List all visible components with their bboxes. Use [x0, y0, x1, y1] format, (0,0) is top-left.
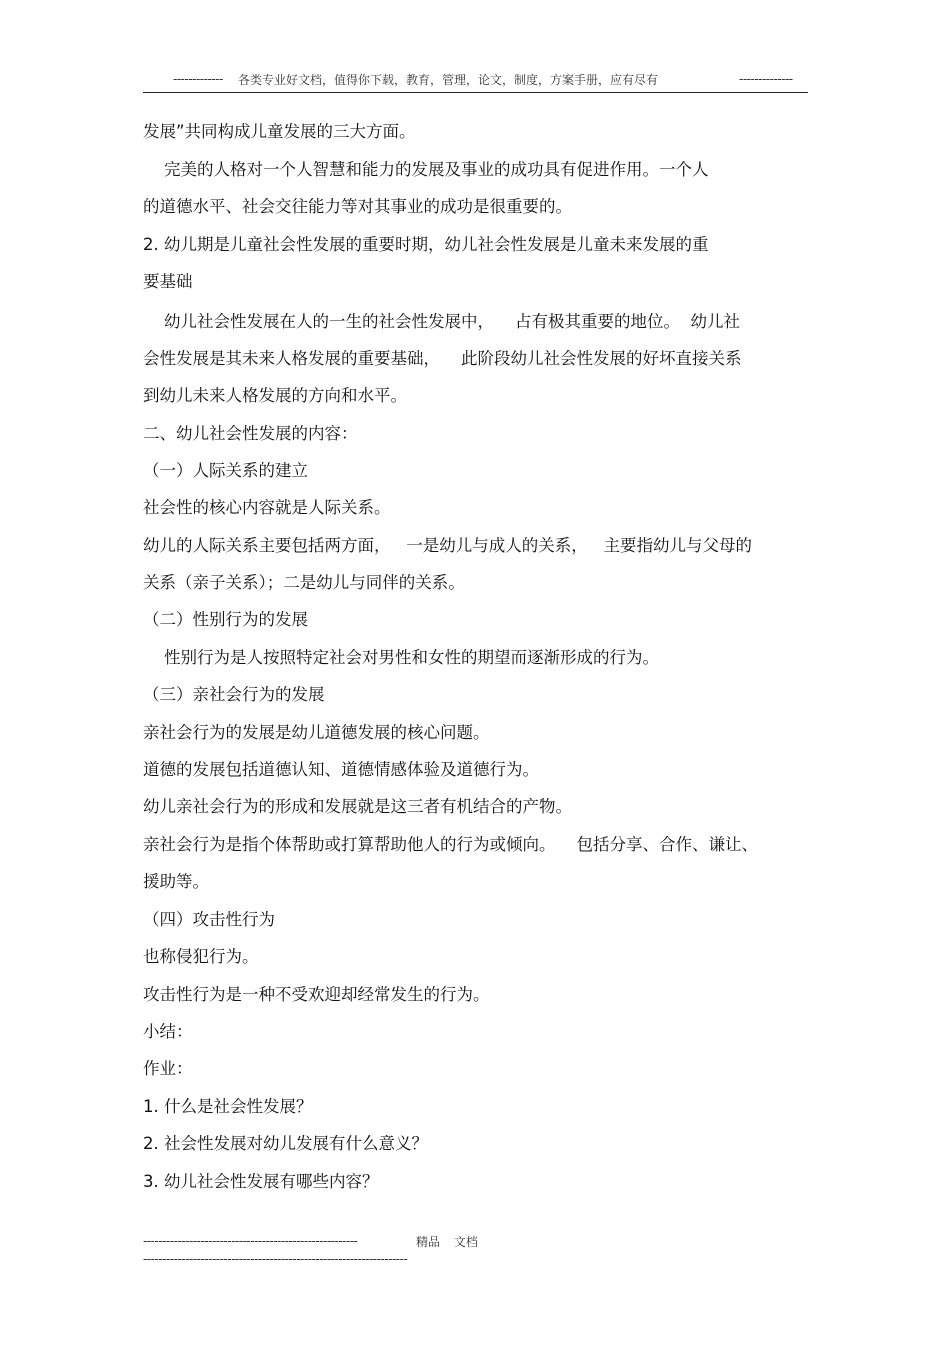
- subsection-heading: （二）性别行为的发展: [143, 610, 308, 629]
- body-line: 社会性的核心内容就是人际关系。: [143, 498, 391, 517]
- body-line: 道德的发展包括道德认知、道德情感体验及道德行为。: [143, 760, 539, 779]
- homework-item: 3. 幼儿社会性发展有哪些内容？: [143, 1172, 379, 1191]
- body-line: 亲社会行为的发展是幼儿道德发展的核心问题。: [143, 723, 490, 742]
- body-line: 2. 幼儿期是儿童社会性发展的重要时期，幼儿社会性发展是儿童未来发展的重: [143, 235, 709, 254]
- body-line: 幼儿亲社会行为的形成和发展就是这三者有机结合的产物。: [143, 797, 572, 816]
- footer-dash-bottom: ---------------------------------------------------------------------: [143, 1252, 408, 1266]
- section-heading: 二、幼儿社会性发展的内容：: [143, 424, 358, 443]
- summary-label: 小结：: [143, 1022, 193, 1041]
- header-dash-right: --------------: [739, 72, 793, 86]
- body-line: 援助等。: [143, 872, 209, 891]
- footer-dash-top: --------------------------------------------------------: [143, 1234, 358, 1248]
- header-dash-left: -------------: [173, 72, 223, 86]
- page-header: [143, 66, 808, 93]
- body-line: 要基础: [143, 272, 193, 291]
- homework-item: 1. 什么是社会性发展？: [143, 1097, 313, 1116]
- body-line: 攻击性行为是一种不受欢迎却经常发生的行为。: [143, 985, 490, 1004]
- subsection-heading: （三）亲社会行为的发展: [143, 685, 325, 704]
- body-line: 性别行为是人按照特定社会对男性和女性的期望而逐渐形成的行为。: [143, 648, 659, 667]
- body-line: 幼儿社会性发展在人的一生的社会性发展中， 占有极其重要的地位。 幼儿社: [143, 312, 740, 331]
- body-line: 亲社会行为是指个体帮助或打算帮助他人的行为或倾向。 包括分享、合作、谦让、: [143, 835, 758, 854]
- homework-label: 作业：: [143, 1059, 193, 1078]
- homework-item: 2. 社会性发展对幼儿发展有什么意义？: [143, 1134, 428, 1153]
- footer-label: 精品 文档: [416, 1235, 478, 1249]
- body-line: 发展”共同构成儿童发展的三大方面。: [143, 122, 416, 141]
- subsection-heading: （一）人际关系的建立: [143, 461, 308, 480]
- body-line: 幼儿的人际关系主要包括两方面， 一是幼儿与成人的关系， 主要指幼儿与父母的: [143, 536, 752, 555]
- body-line: 到幼儿未来人格发展的方向和水平。: [143, 386, 407, 405]
- body-line: 完美的人格对一个人智慧和能力的发展及事业的成功具有促进作用。一个人: [143, 160, 709, 179]
- body-line: 关系（亲子关系）；二是幼儿与同伴的关系。: [143, 573, 465, 592]
- body-line: 的道德水平、社会交往能力等对其事业的成功是很重要的。: [143, 197, 572, 216]
- body-line: 会性发展是其未来人格发展的重要基础， 此阶段幼儿社会性发展的好坏直接关系: [143, 349, 742, 368]
- body-line: 也称侵犯行为。: [143, 947, 259, 966]
- header-text: 各类专业好文档，值得你下载，教育，管理，论文，制度，方案手册，应有尽有: [238, 73, 659, 87]
- subsection-heading: （四）攻击性行为: [143, 910, 275, 929]
